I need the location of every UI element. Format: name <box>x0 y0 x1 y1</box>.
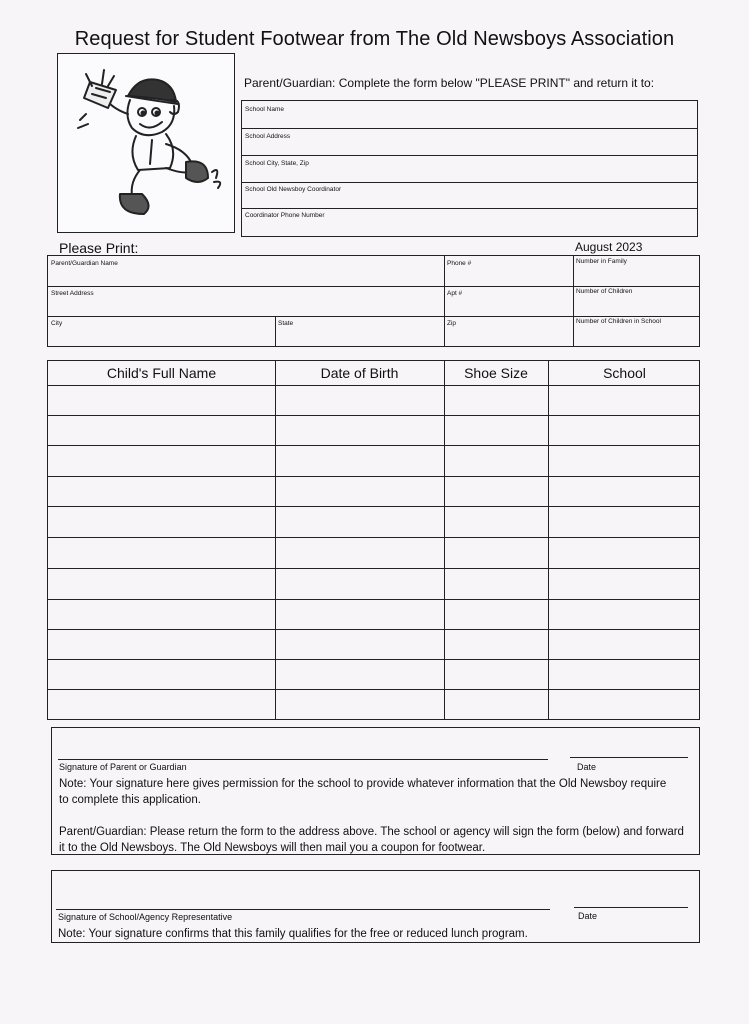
coordinator-phone-field[interactable]: Coordinator Phone Number <box>245 212 325 219</box>
lunch-program-note: Note: Your signature confirms that this family qualifies for the free or reduced lunch program. <box>58 928 528 940</box>
guardian-date-line[interactable] <box>570 757 688 758</box>
state-field[interactable]: State <box>278 320 294 327</box>
table-row[interactable] <box>48 629 699 630</box>
return-instructions: Parent/Guardian: Please return the form to the address above. The school or agency will sign the form (below) and forward it to the Old Newsboys. The Old Newsboys will then mail you a coupon for footwear. <box>59 826 684 854</box>
header-date-of-birth: Date of Birth <box>320 365 399 381</box>
header-school: School <box>603 365 646 381</box>
newsboy-cartoon-icon <box>58 54 233 231</box>
school-signature-box <box>51 870 700 943</box>
school-city-field[interactable]: School City, State, Zip <box>245 160 309 167</box>
coordinator-field[interactable]: School Old Newsboy Coordinator <box>245 186 342 193</box>
apt-field[interactable]: Apt # <box>447 290 463 297</box>
table-row[interactable] <box>48 506 699 507</box>
children-in-school-field[interactable]: Number of Children in School <box>576 318 661 325</box>
page-title: Request for Student Footwear from The Old Newsboys Association <box>74 28 675 50</box>
table-row[interactable] <box>48 445 699 446</box>
number-in-family-field[interactable]: Number in Family <box>576 258 627 265</box>
guardian-signature-box <box>51 727 700 855</box>
school-date-label: Date <box>578 911 598 921</box>
guardian-signature-line[interactable] <box>58 759 548 760</box>
form-date: August 2023 <box>575 240 643 254</box>
guardian-name-field[interactable]: Parent/Guardian Name <box>51 260 118 267</box>
street-address-field[interactable]: Street Address <box>51 290 94 297</box>
table-row[interactable] <box>48 689 699 690</box>
children-table <box>47 360 700 720</box>
school-date-line[interactable] <box>574 907 688 908</box>
city-field[interactable]: City <box>51 320 63 327</box>
table-row[interactable] <box>48 537 699 538</box>
table-row[interactable] <box>48 659 699 660</box>
school-info-box <box>241 100 698 237</box>
school-signature-label: Signature of School/Agency Representative <box>58 912 233 922</box>
zip-field[interactable]: Zip <box>447 320 457 327</box>
table-row[interactable] <box>48 568 699 569</box>
school-address-field[interactable]: School Address <box>245 133 291 140</box>
guardian-permission-note: Note: Your signature here gives permission for the school to provide whatever information that the Old Newsboy require to complete this application. <box>59 778 667 806</box>
newsboy-logo <box>57 53 235 233</box>
family-info-box <box>47 255 700 347</box>
header-shoe-size: Shoe Size <box>464 365 528 381</box>
table-row[interactable] <box>48 476 699 477</box>
number-children-field[interactable]: Number of Children <box>576 288 633 295</box>
guardian-signature-label: Signature of Parent or Guardian <box>59 762 187 772</box>
phone-field[interactable]: Phone # <box>447 260 472 267</box>
instructions: Parent/Guardian: Complete the form below "PLEASE PRINT" and return it to: <box>244 76 655 90</box>
school-signature-line[interactable] <box>56 909 550 910</box>
header-child-name: Child's Full Name <box>106 365 217 381</box>
school-name-field[interactable]: School Name <box>245 106 285 113</box>
please-print-heading: Please Print: <box>59 240 139 256</box>
guardian-date-label: Date <box>577 762 597 772</box>
table-row[interactable] <box>48 599 699 600</box>
table-row[interactable] <box>48 415 699 416</box>
